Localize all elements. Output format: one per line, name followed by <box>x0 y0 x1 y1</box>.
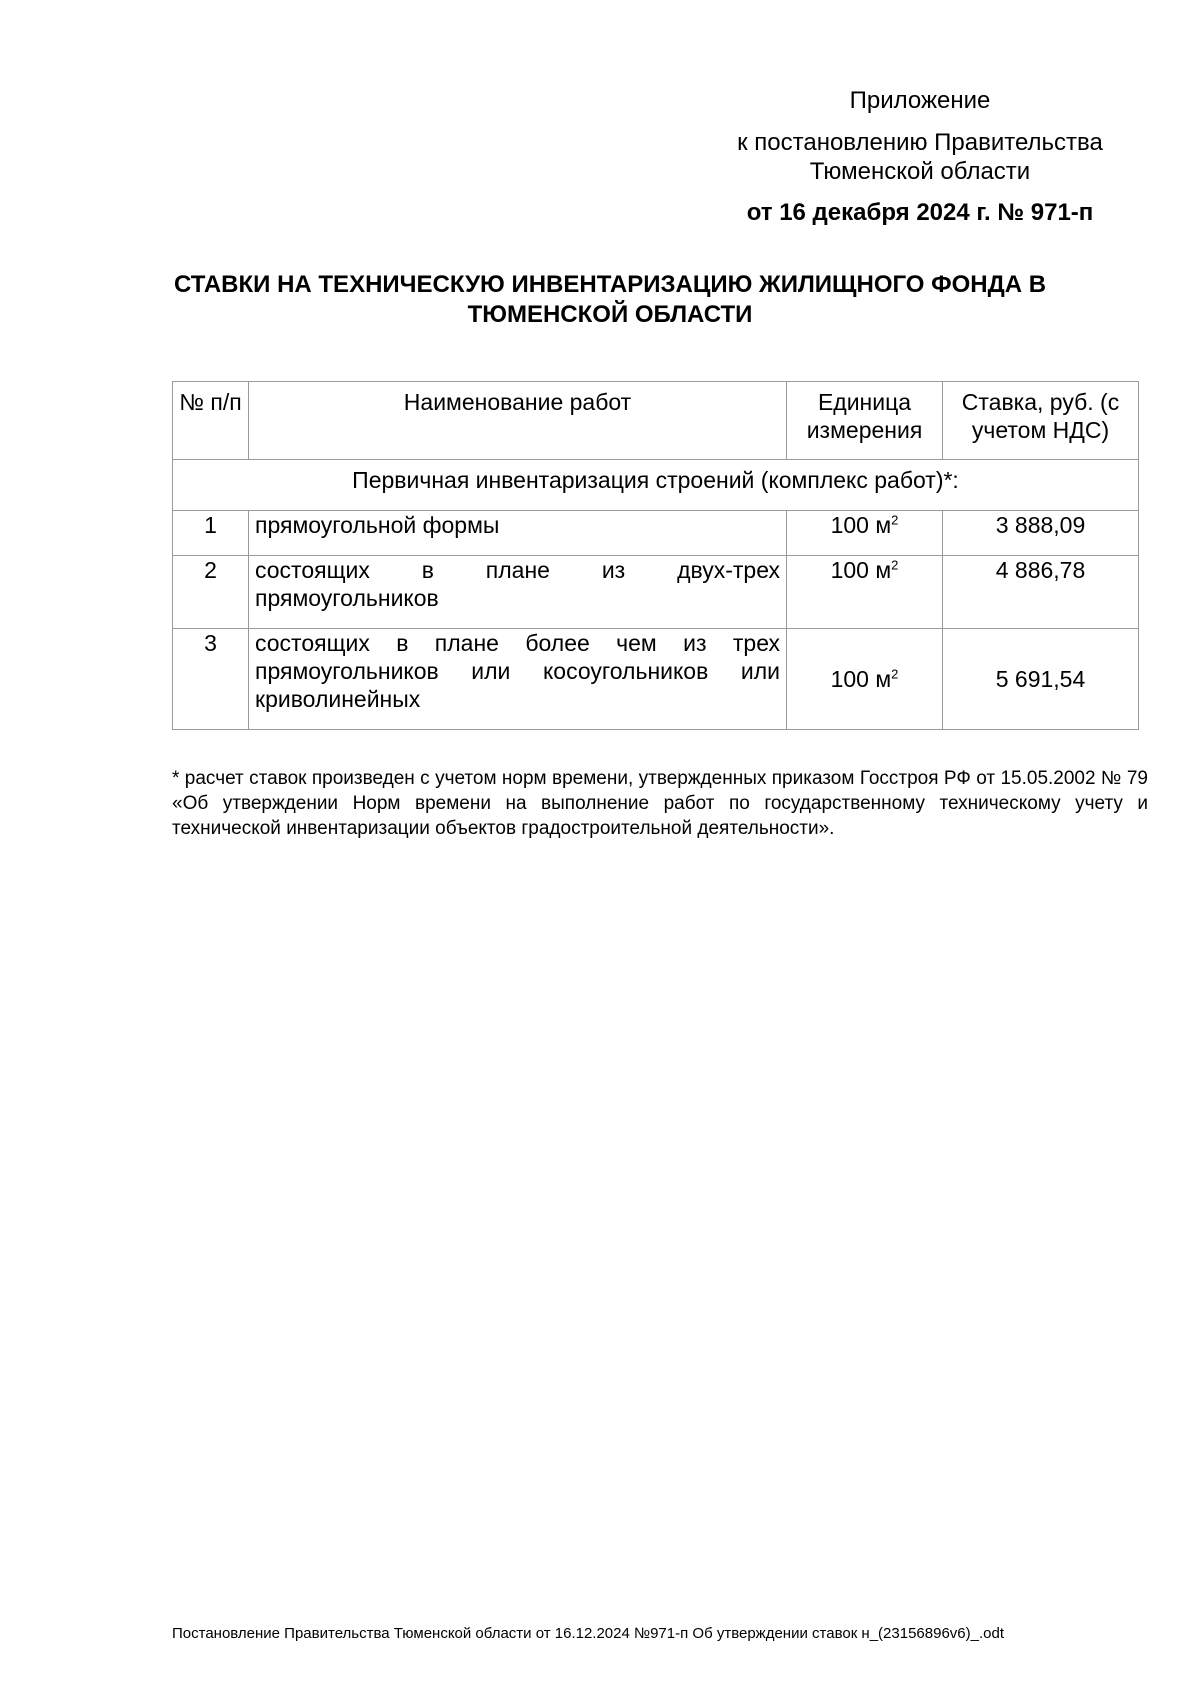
row-rate: 4 886,78 <box>943 556 1139 629</box>
section-row <box>173 460 1139 511</box>
header-name: Наименование работ <box>249 382 787 460</box>
row-rate: 3 888,09 <box>943 511 1139 556</box>
row-num: 1 <box>173 511 249 556</box>
appendix-label: Приложение <box>849 87 991 114</box>
table-row <box>173 556 1139 629</box>
row-num: 2 <box>173 556 249 629</box>
row-name: состоящих в плане более чем из трех прямоугольников или косоугольников или криволинейных <box>249 629 787 730</box>
table-header-row <box>173 382 1139 460</box>
document-title: СТАВКИ НА ТЕХНИЧЕСКУЮ ИНВЕНТАРИЗАЦИЮ ЖИЛИЩНОГО ФОНДА В ТЮМЕНСКОЙ ОБЛАСТИ <box>173 271 1047 328</box>
resolution-reference: к постановлению Правительства Тюменской области <box>737 129 1103 185</box>
row-num: 3 <box>173 629 249 730</box>
section-heading: Первичная инвентаризация строений (комплекс работ)*: <box>173 460 1139 511</box>
row-unit: 100 $м^2$ <box>787 511 943 556</box>
footnote: * расчет ставок произведен с учетом норм времени, утвержденных приказом Госстроя РФ от 15.05.2002 № 79 «Об утверждении Норм времени на выполнение работ по государственному техническому учету и технической инвентаризации объектов градостроительной деятельности». <box>172 768 1148 839</box>
row-unit: 100 $м^2$ <box>787 629 943 730</box>
rates-table <box>172 381 1139 730</box>
row-rate: 5 691,54 <box>943 629 1139 730</box>
table-row <box>173 629 1139 730</box>
header-unit: Единица измерения <box>787 382 943 460</box>
row-name: прямоугольной формы <box>249 511 787 556</box>
page-footer: Постановление Правительства Тюменской области от 16.12.2024 №971-п Об утверждении ставок н_(23156896v6)_.odt <box>172 1625 1004 1642</box>
table-row <box>173 511 1139 556</box>
resolution-date-number: от 16 декабря 2024 г. № 971-п <box>746 199 1094 226</box>
header-rate: Ставка, руб. (с учетом НДС) <box>943 382 1139 460</box>
row-name: состоящих в плане из двух-трех прямоугольников <box>249 556 787 629</box>
header-num: № п/п <box>173 382 249 460</box>
row-unit: 100 $м^2$ <box>787 556 943 629</box>
